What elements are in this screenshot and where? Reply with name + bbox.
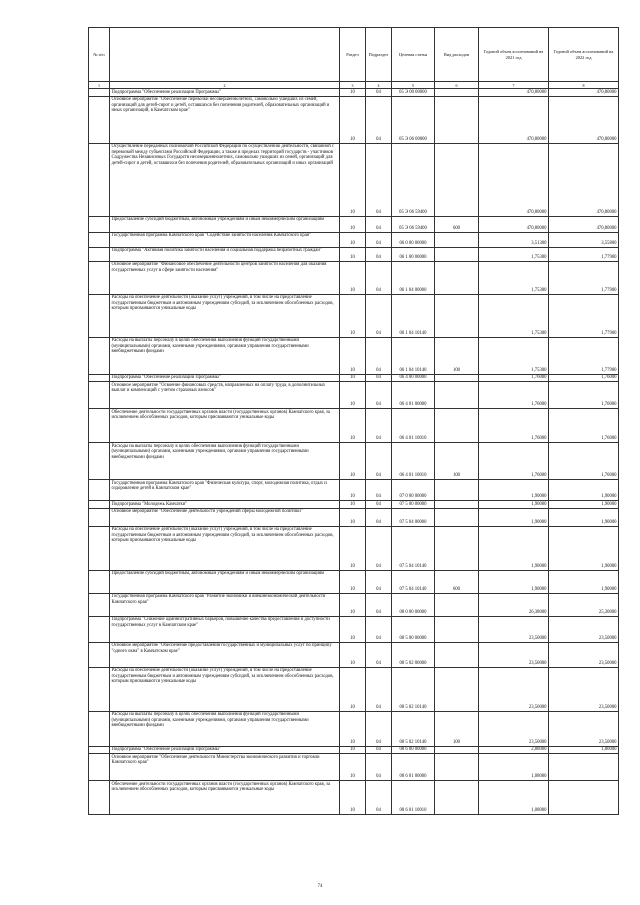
row-target-article-cell: 08 0 00 00000 <box>392 593 435 616</box>
row-podrazdel-cell: 04 <box>366 754 392 781</box>
row-name-cell: Основное мероприятие "Освоение финансовых средств, направленных на оплату труда, в дополнительных выплат и компенсаций с учетом страховых взносов" <box>110 382 340 409</box>
row-amount-2022-cell: 23,50000 <box>549 642 619 667</box>
row-target-article-cell: 06 1 00 00000 <box>392 247 435 261</box>
row-amount-2022-cell: 1,80000 <box>549 746 619 754</box>
header-expense-type: Вид расходов <box>435 28 479 82</box>
row-razdel-cell: 10 <box>340 667 366 711</box>
table-row <box>89 508 619 526</box>
row-number-cell <box>89 667 110 711</box>
row-target-article-cell: 07 5 04 10140 <box>392 570 435 593</box>
row-name-cell: Предоставление субсидий бюджетным, автономным учреждениям и иным некоммерческим организациям <box>110 570 340 593</box>
row-podrazdel-cell: 04 <box>366 570 392 593</box>
row-number-cell <box>89 480 110 501</box>
row-amount-2021-cell: 1,90000 <box>479 508 549 526</box>
row-name-cell: Подпрограмма "Молодежь Камчатки" <box>110 501 340 509</box>
row-podrazdel-cell: 04 <box>366 501 392 509</box>
budget-table <box>88 27 619 815</box>
table-row <box>89 746 619 754</box>
row-expense-type-cell <box>435 143 479 216</box>
row-amount-2022-cell <box>549 754 619 781</box>
row-amount-2021-cell: 1,75300 <box>479 337 549 374</box>
row-razdel-cell: 10 <box>340 143 366 216</box>
row-amount-2021-cell: 1,75300 <box>479 247 549 261</box>
header-name <box>110 28 340 82</box>
row-number-cell <box>89 374 110 382</box>
row-podrazdel-cell: 04 <box>366 294 392 337</box>
row-name-cell: Расходы на выплаты персоналу в целях обеспечения выполнения функций государственными (муниципальными) органами, казенными учреждениями, органами управления государственными внебюджетными фондами <box>110 711 340 746</box>
row-podrazdel-cell: 04 <box>366 337 392 374</box>
row-expense-type-cell <box>435 526 479 570</box>
row-name-cell: Расходы на обеспечение деятельности (оказание услуг) учреждений, в том числе на предоставление государственным бюджетным и автономным учреждениям субсидий, за исключением обособленных расходов, которым присваиваются уникальные коды <box>110 526 340 570</box>
row-name-cell: Государственная программа Камчатского края "Физическая культура, спорт, молодежная политика, отдых и оздоровление детей в Камчатском крае" <box>110 480 340 501</box>
row-expense-type-cell: 600 <box>435 570 479 593</box>
row-amount-2022-cell: 1,90000 <box>549 570 619 593</box>
row-amount-2021-cell: 1,90000 <box>479 480 549 501</box>
column-number: 3 <box>340 82 366 89</box>
row-name-cell: Основное мероприятие "Обеспечение перевозки несовершеннолетних, самовольно ушедших из семей, организаций для детей-сирот и детей, оставшихся без попечения родителей, образовательных организаций и иных организаций, в Камчатском крае" <box>110 96 340 143</box>
row-expense-type-cell <box>435 642 479 667</box>
header-razdel: Раздел <box>340 28 366 82</box>
table-row <box>89 711 619 746</box>
row-number-cell <box>89 337 110 374</box>
row-expense-type-cell <box>435 480 479 501</box>
row-number-cell <box>89 754 110 781</box>
row-target-article-cell: 06 4 01 10010 <box>392 409 435 443</box>
column-number: 8 <box>549 82 619 89</box>
row-target-article-cell: 06 1 04 10140 <box>392 337 435 374</box>
row-amount-2022-cell: 470,80000 <box>549 216 619 232</box>
row-name-cell: Государственная программа Камчатского края "Содействие занятости населения Камчатского края" <box>110 232 340 247</box>
row-amount-2021-cell: 1,90000 <box>479 501 549 509</box>
row-razdel-cell: 10 <box>340 443 366 480</box>
row-amount-2022-cell <box>549 781 619 815</box>
row-name-cell: Подпрограмма "Активная политика занятости населения и социальная поддержка безработных граждан" <box>110 247 340 261</box>
row-razdel-cell: 10 <box>340 89 366 97</box>
page-number: 74 <box>317 884 323 889</box>
header-podrazdel: Подраздел <box>366 28 392 82</box>
row-number-cell <box>89 382 110 409</box>
column-number: 1 <box>89 82 110 89</box>
row-name-cell: Государственная программа Камчатского края "Развитие экономики и внешнеэкономической деятельности Камчатского края" <box>110 593 340 616</box>
row-target-article-cell: 05 Э 06 59400 <box>392 216 435 232</box>
row-podrazdel-cell: 04 <box>366 526 392 570</box>
row-number-cell <box>89 143 110 216</box>
row-amount-2021-cell: 1,75300 <box>479 294 549 337</box>
row-podrazdel-cell: 04 <box>366 216 392 232</box>
table-row <box>89 89 619 97</box>
row-number-cell <box>89 781 110 815</box>
row-podrazdel-cell: 04 <box>366 593 392 616</box>
row-amount-2022-cell: 1,77900 <box>549 337 619 374</box>
row-amount-2021-cell: 1,90000 <box>479 570 549 593</box>
row-name-cell: Обеспечение деятельности государственных органов власти (государственных органов) Камчатского края, за исключением обособленных расходов, которым присваиваются уникальные коды <box>110 781 340 815</box>
row-podrazdel-cell: 04 <box>366 96 392 143</box>
row-amount-2021-cell: 2,88000 <box>479 746 549 754</box>
header-year-2021: Годовой объем ассигнований на 2021 год <box>479 28 549 82</box>
row-expense-type-cell <box>435 667 479 711</box>
row-target-article-cell: 08 6 01 10010 <box>392 781 435 815</box>
row-razdel-cell: 10 <box>340 216 366 232</box>
row-number-cell <box>89 508 110 526</box>
row-name-cell: Основное мероприятие "Финансовое обеспечение деятельности центров занятости населения для оказания государственных услуг в сфере занятости населения" <box>110 261 340 294</box>
row-razdel-cell: 10 <box>340 642 366 667</box>
table-row <box>89 781 619 815</box>
row-amount-2022-cell: 470,80000 <box>549 143 619 216</box>
table-row <box>89 593 619 616</box>
row-razdel-cell: 10 <box>340 754 366 781</box>
row-number-cell <box>89 593 110 616</box>
row-number-cell <box>89 96 110 143</box>
row-number-cell <box>89 409 110 443</box>
row-podrazdel-cell: 04 <box>366 667 392 711</box>
row-number-cell <box>89 746 110 754</box>
row-number-cell <box>89 570 110 593</box>
row-number-cell <box>89 232 110 247</box>
row-expense-type-cell <box>435 781 479 815</box>
row-expense-type-cell: 100 <box>435 337 479 374</box>
row-name-cell: Подпрограмма "Обеспечение реализации Программы" <box>110 374 340 382</box>
row-amount-2022-cell: 23,50000 <box>549 711 619 746</box>
row-name-cell: Расходы на выплаты персоналу в целях обеспечения выполнения функций государственными (муниципальными) органами, казенными учреждениями, органами управления государственными внебюджетными фондами <box>110 337 340 374</box>
row-amount-2021-cell: 1,75300 <box>479 261 549 294</box>
row-amount-2022-cell: 1,90000 <box>549 526 619 570</box>
row-amount-2021-cell: 1,90000 <box>479 526 549 570</box>
table-header-row <box>89 28 619 82</box>
row-amount-2021-cell: 470,80000 <box>479 216 549 232</box>
row-target-article-cell: 05 Э 06 00000 <box>392 96 435 143</box>
row-number-cell <box>89 443 110 480</box>
row-number-cell <box>89 261 110 294</box>
row-expense-type-cell <box>435 261 479 294</box>
row-number-cell <box>89 216 110 232</box>
row-razdel-cell: 10 <box>340 711 366 746</box>
row-razdel-cell: 10 <box>340 261 366 294</box>
header-year-2022: Годовой объем ассигнований на 2022 год <box>549 28 619 82</box>
column-number: 6 <box>435 82 479 89</box>
row-name-cell: Подпрограмма "Снижение административных барьеров, повышение качества предоставления и доступности государственных услуг в Камчатском крае" <box>110 616 340 642</box>
row-name-cell: Расходы на выплаты персоналу в целях обеспечения выполнения функций государственными (муниципальными) органами, казенными учреждениями, органами управления государственными внебюджетными фондами <box>110 443 340 480</box>
row-razdel-cell: 10 <box>340 570 366 593</box>
row-number-cell <box>89 642 110 667</box>
row-razdel-cell: 10 <box>340 616 366 642</box>
row-expense-type-cell <box>435 382 479 409</box>
row-amount-2021-cell: 470,80000 <box>479 143 549 216</box>
row-target-article-cell: 06 4 01 00000 <box>392 382 435 409</box>
table-row <box>89 294 619 337</box>
row-amount-2022-cell: 1,76000 <box>549 374 619 382</box>
row-amount-2021-cell: 26,38000 <box>479 593 549 616</box>
row-razdel-cell: 10 <box>340 480 366 501</box>
table-row <box>89 143 619 216</box>
row-expense-type-cell <box>435 409 479 443</box>
row-expense-type-cell <box>435 96 479 143</box>
row-podrazdel-cell: 04 <box>366 480 392 501</box>
row-name-cell: Подпрограмма "Обеспечение реализации Программы" <box>110 89 340 97</box>
row-name-cell: Основное мероприятие "Обеспечение предоставления государственных и муниципальных услуг по принципу "одного окна" в Камчатском крае" <box>110 642 340 667</box>
row-razdel-cell: 10 <box>340 508 366 526</box>
row-target-article-cell: 07 5 04 10140 <box>392 526 435 570</box>
row-amount-2021-cell: 1,76000 <box>479 443 549 480</box>
row-amount-2022-cell: 1,77900 <box>549 261 619 294</box>
row-podrazdel-cell: 04 <box>366 247 392 261</box>
row-expense-type-cell <box>435 232 479 247</box>
row-target-article-cell: 06 4 01 10010 <box>392 443 435 480</box>
row-target-article-cell: 06 1 04 00000 <box>392 261 435 294</box>
row-number-cell <box>89 711 110 746</box>
row-amount-2022-cell: 23,50000 <box>549 616 619 642</box>
row-expense-type-cell <box>435 89 479 97</box>
row-target-article-cell: 06 4 00 00000 <box>392 374 435 382</box>
row-podrazdel-cell: 04 <box>366 508 392 526</box>
row-expense-type-cell: 100 <box>435 711 479 746</box>
row-name-cell: Основное мероприятие "Обеспечение деятельности Министерства экономического развития и торговли Камчатского края" <box>110 754 340 781</box>
row-amount-2022-cell: 1,90000 <box>549 480 619 501</box>
row-expense-type-cell <box>435 247 479 261</box>
table-row <box>89 526 619 570</box>
row-name-cell: Предоставление субсидий бюджетным, автономным учреждениям и иным некоммерческим организациям <box>110 216 340 232</box>
row-target-article-cell: 08 6 01 00000 <box>392 754 435 781</box>
row-amount-2022-cell: 1,90000 <box>549 508 619 526</box>
row-target-article-cell: 05 Э 00 00000 <box>392 89 435 97</box>
table-row <box>89 96 619 143</box>
row-target-article-cell: 07 5 00 00000 <box>392 501 435 509</box>
row-expense-type-cell <box>435 374 479 382</box>
table-row <box>89 374 619 382</box>
row-podrazdel-cell: 04 <box>366 746 392 754</box>
row-expense-type-cell <box>435 754 479 781</box>
table-row <box>89 570 619 593</box>
row-target-article-cell: 08 5 02 00000 <box>392 642 435 667</box>
row-podrazdel-cell: 04 <box>366 616 392 642</box>
row-amount-2021-cell: 23,50000 <box>479 711 549 746</box>
table-row <box>89 261 619 294</box>
row-amount-2021-cell: 1,08000 <box>479 754 549 781</box>
row-razdel-cell: 10 <box>340 526 366 570</box>
row-expense-type-cell: 600 <box>435 216 479 232</box>
row-razdel-cell: 10 <box>340 746 366 754</box>
row-amount-2021-cell: 23,50000 <box>479 642 549 667</box>
row-podrazdel-cell: 04 <box>366 409 392 443</box>
column-number: 7 <box>479 82 549 89</box>
row-expense-type-cell <box>435 508 479 526</box>
row-amount-2022-cell: 1,90000 <box>549 501 619 509</box>
table-row <box>89 382 619 409</box>
row-target-article-cell: 06 1 04 10140 <box>392 294 435 337</box>
row-expense-type-cell <box>435 746 479 754</box>
row-name-cell: Расходы на обеспечение деятельности (оказание услуг) учреждений, в том числе на предоставление государственным бюджетным и автономным учреждениям субсидий, за исключением обособленных расходов, которым присваиваются уникальные коды <box>110 294 340 337</box>
row-number-cell <box>89 501 110 509</box>
row-expense-type-cell <box>435 501 479 509</box>
row-number-cell <box>89 89 110 97</box>
row-amount-2022-cell: 1,77900 <box>549 247 619 261</box>
column-number: 4 <box>366 82 392 89</box>
row-podrazdel-cell: 04 <box>366 781 392 815</box>
row-podrazdel-cell: 04 <box>366 382 392 409</box>
row-amount-2022-cell: 1,76000 <box>549 443 619 480</box>
row-name-cell: Обеспечение деятельности государственных органов власти (государственных органов) Камчатского края, за исключением обособленных расходов, которым присваиваются уникальные коды <box>110 409 340 443</box>
row-target-article-cell: 08 6 00 00000 <box>392 746 435 754</box>
row-expense-type-cell <box>435 294 479 337</box>
row-amount-2021-cell: 1,76000 <box>479 409 549 443</box>
row-podrazdel-cell: 04 <box>366 232 392 247</box>
row-amount-2022-cell: 1,77900 <box>549 294 619 337</box>
row-amount-2021-cell: 470,80000 <box>479 89 549 97</box>
row-podrazdel-cell: 04 <box>366 374 392 382</box>
row-podrazdel-cell: 04 <box>366 261 392 294</box>
row-target-article-cell: 06 0 00 00000 <box>392 232 435 247</box>
row-razdel-cell: 10 <box>340 593 366 616</box>
row-amount-2021-cell: 1,08000 <box>479 781 549 815</box>
row-razdel-cell: 10 <box>340 781 366 815</box>
row-amount-2022-cell: 23,50000 <box>549 667 619 711</box>
row-target-article-cell: 08 5 02 10140 <box>392 667 435 711</box>
table-row <box>89 616 619 642</box>
row-name-cell: Основное мероприятие "Обеспечение деятельности учреждений сферы молодежной политики" <box>110 508 340 526</box>
row-number-cell <box>89 616 110 642</box>
row-amount-2021-cell: 23,50000 <box>479 616 549 642</box>
row-target-article-cell: 07 0 00 00000 <box>392 480 435 501</box>
row-target-article-cell: 05 Э 06 59400 <box>392 143 435 216</box>
row-razdel-cell: 10 <box>340 382 366 409</box>
row-razdel-cell: 10 <box>340 294 366 337</box>
table-row <box>89 232 619 247</box>
row-name-cell: Расходы на обеспечение деятельности (оказание услуг) учреждений, в том числе на предоставление государственным бюджетным и автономным учреждениям субсидий, за исключением обособленных расходов, которым присваиваются уникальные коды <box>110 667 340 711</box>
table-row <box>89 409 619 443</box>
row-name-cell: Подпрограмма "Обеспечение реализации Программы" <box>110 746 340 754</box>
row-razdel-cell: 10 <box>340 501 366 509</box>
column-number-row <box>89 82 619 89</box>
row-podrazdel-cell: 04 <box>366 89 392 97</box>
row-number-cell <box>89 526 110 570</box>
row-podrazdel-cell: 04 <box>366 143 392 216</box>
row-razdel-cell: 10 <box>340 337 366 374</box>
row-target-article-cell: 08 5 02 10140 <box>392 711 435 746</box>
row-razdel-cell: 10 <box>340 409 366 443</box>
table-row <box>89 337 619 374</box>
row-amount-2022-cell: 3,55800 <box>549 232 619 247</box>
header-num: № п/п <box>89 28 110 82</box>
table-row <box>89 667 619 711</box>
row-razdel-cell: 10 <box>340 232 366 247</box>
row-podrazdel-cell: 04 <box>366 443 392 480</box>
row-amount-2022-cell: 470,80000 <box>549 96 619 143</box>
row-expense-type-cell <box>435 593 479 616</box>
table-row <box>89 754 619 781</box>
row-amount-2021-cell: 3,51300 <box>479 232 549 247</box>
table-row <box>89 216 619 232</box>
row-razdel-cell: 10 <box>340 374 366 382</box>
row-expense-type-cell: 100 <box>435 443 479 480</box>
table-row <box>89 443 619 480</box>
table-body <box>89 89 619 815</box>
row-amount-2022-cell: 1,76000 <box>549 382 619 409</box>
row-razdel-cell: 10 <box>340 247 366 261</box>
row-amount-2022-cell: 1,76000 <box>549 409 619 443</box>
table-row <box>89 247 619 261</box>
header-target-article: Целевая статья <box>392 28 435 82</box>
row-amount-2021-cell: 23,50000 <box>479 667 549 711</box>
row-podrazdel-cell: 04 <box>366 642 392 667</box>
row-amount-2022-cell: 25,30000 <box>549 593 619 616</box>
row-target-article-cell: 07 5 04 00000 <box>392 508 435 526</box>
row-expense-type-cell <box>435 616 479 642</box>
row-amount-2021-cell: 1,76000 <box>479 374 549 382</box>
column-number: 5 <box>392 82 435 89</box>
row-amount-2021-cell: 470,80000 <box>479 96 549 143</box>
row-amount-2021-cell: 1,76000 <box>479 382 549 409</box>
table-row <box>89 501 619 509</box>
row-razdel-cell: 10 <box>340 96 366 143</box>
row-name-cell: Осуществление переданных полномочий Российской Федерации по осуществлению деятельности, связанной с перевозкой между субъектами Российской Федерации, а также в пределах территорий государств - участников Содружества Независимых Государств несовершеннолетних, самовольно ушедших из семей, организаций для детей-сирот и детей, оставшихся без попечения родителей, образовательных организаций и иных организаций <box>110 143 340 216</box>
column-number: 2 <box>110 82 340 89</box>
row-target-article-cell: 08 5 00 00000 <box>392 616 435 642</box>
row-number-cell <box>89 294 110 337</box>
table-row <box>89 480 619 501</box>
row-amount-2022-cell: 470,80000 <box>549 89 619 97</box>
row-podrazdel-cell: 04 <box>366 711 392 746</box>
table-row <box>89 642 619 667</box>
row-number-cell <box>89 247 110 261</box>
